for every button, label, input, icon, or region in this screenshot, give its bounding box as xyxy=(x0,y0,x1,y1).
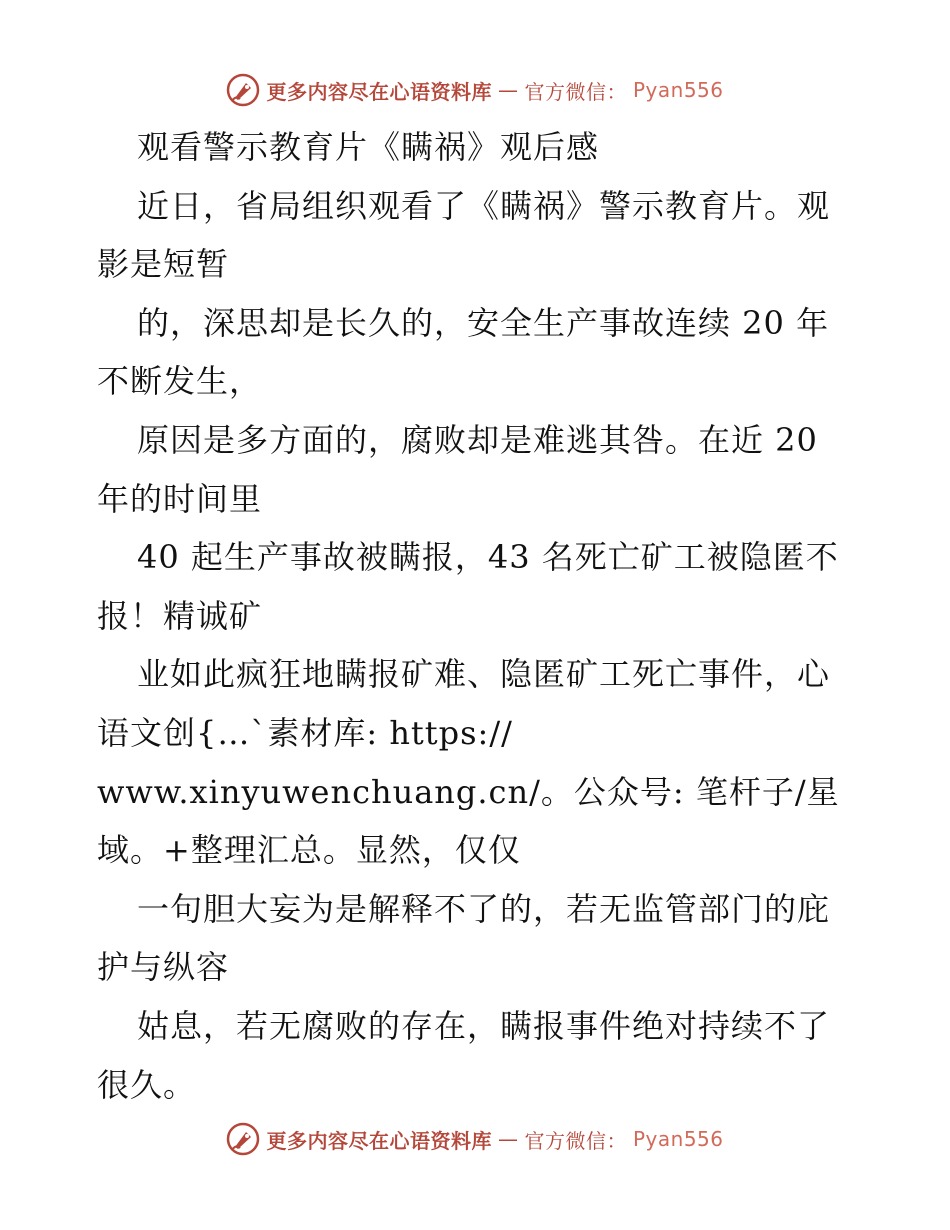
watermark-main-text: 更多内容尽在心语资料库 xyxy=(266,79,492,104)
watermark-wechat-id: Pyan556 xyxy=(632,78,724,102)
text-line: 一句胆大妄为是解释不了的，若无监管部门的庇 xyxy=(137,889,831,928)
watermark-wechat-label: 官方微信： xyxy=(524,1128,627,1153)
pen-nib-logo-icon xyxy=(226,73,260,107)
text-line: 影是短暂 xyxy=(97,245,230,284)
watermark-dash: — xyxy=(497,78,519,102)
text-line: 报！精诚矿 xyxy=(97,596,263,635)
text-line: 域。+整理汇总。显然，仅仅 xyxy=(97,831,521,870)
text-line: 不断发生， xyxy=(97,362,263,401)
watermark-main-text: 更多内容尽在心语资料库 xyxy=(266,1128,492,1153)
text-line: 近日，省局组织观看了《瞒祸》警示教育片。观 xyxy=(137,186,831,225)
pen-nib-logo-icon xyxy=(226,1122,260,1156)
header-watermark xyxy=(0,70,950,110)
document-body xyxy=(97,118,857,1114)
watermark-dash: — xyxy=(497,1127,519,1151)
watermark-wechat-id: Pyan556 xyxy=(632,1127,724,1151)
text-line: 的，深思却是长久的，安全生产事故连续 20 年 xyxy=(137,303,830,342)
text-line: 原因是多方面的，腐败却是难逃其咎。在近 20 xyxy=(137,420,818,459)
text-line: 40 起生产事故被瞒报，43 名死亡矿工被隐匿不 xyxy=(137,538,839,577)
text-line: 很久。 xyxy=(97,1065,197,1104)
text-line: 业如此疯狂地瞒报矿难、隐匿矿工死亡事件，心 xyxy=(137,655,831,694)
text-line: 语文创{…`素材库: https:// xyxy=(97,713,513,752)
text-line: 姑息，若无腐败的存在，瞒报事件绝对持续不了 xyxy=(137,1006,831,1045)
footer-watermark xyxy=(0,1119,950,1159)
text-line: 护与纵容 xyxy=(97,948,230,987)
watermark-wechat-label: 官方微信： xyxy=(524,79,627,104)
text-line: www.xinyuwenchuang.cn/。公众号: 笔杆子/星 xyxy=(97,772,840,811)
text-line: 年的时间里 xyxy=(97,479,263,518)
document-title: 观看警示教育片《瞒祸》观后感 xyxy=(137,128,600,166)
